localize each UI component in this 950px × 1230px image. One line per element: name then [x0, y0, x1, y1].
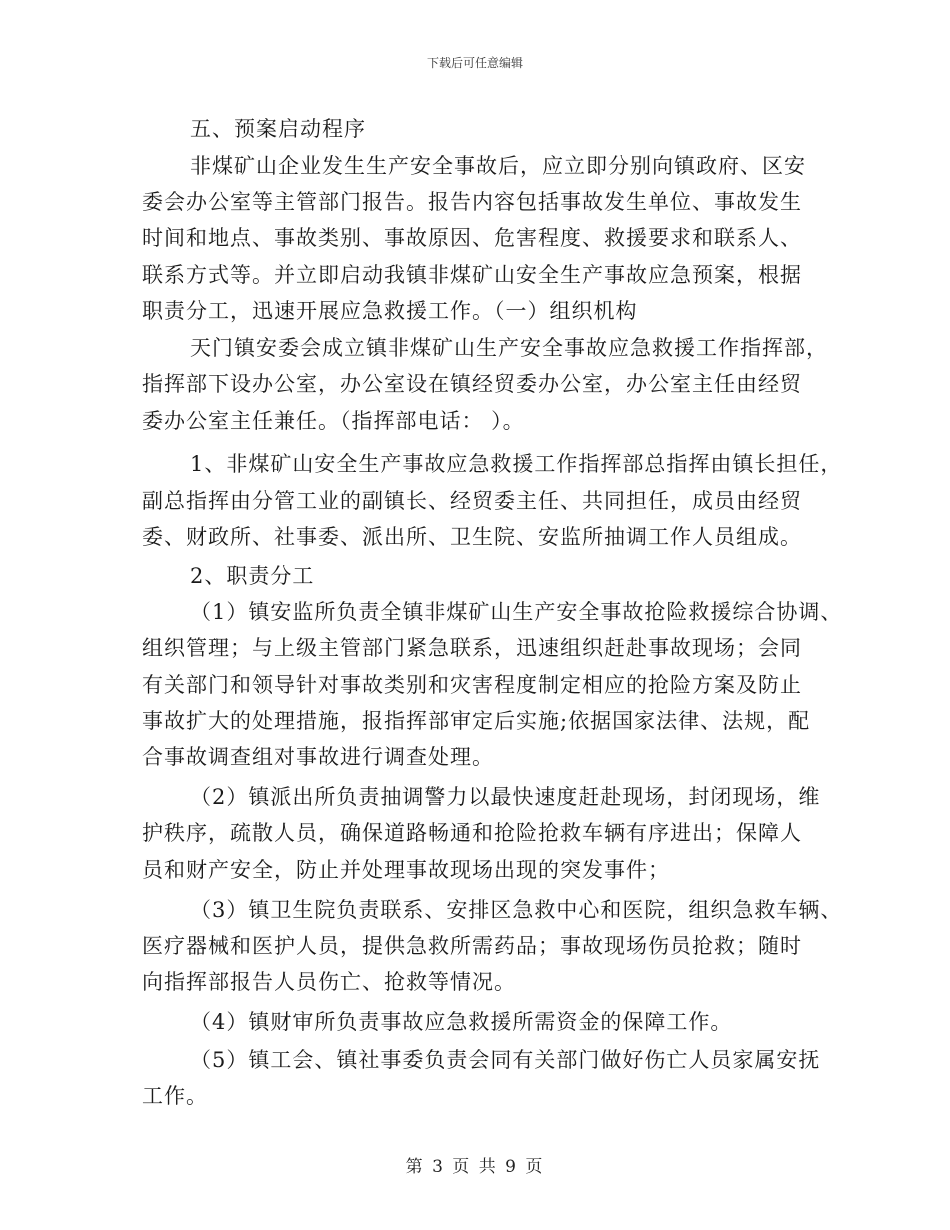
text-line: 委、财政所、社事委、派出所、卫生院、安监所抽调工作人员组成。: [142, 525, 802, 549]
text-line: 非煤矿山企业发生生产安全事故后，应立即分别向镇政府、区安: [190, 154, 806, 178]
text-line: （5）镇工会、镇社事委负责会同有关部门做好伤亡人员家属安抚: [190, 1048, 821, 1072]
page-footer: 第 3 页 共 9 页: [405, 1157, 545, 1177]
text-line: 向指挥部报告人员伤亡、抢救等情况。: [142, 970, 516, 994]
text-line: 组织管理；与上级主管部门紧急联系，迅速组织赶赴事故现场；会同: [142, 636, 802, 660]
text-line: （2）镇派出所负责抽调警力以最快速度赶赴现场，封闭现场，维: [190, 785, 821, 809]
text-line: 医疗器械和医护人员，提供急救所需药品；事故现场伤员抢救；随时: [142, 934, 802, 958]
text-line: 委会办公室等主管部门报告。报告内容包括事故发生单位、事故发生: [142, 190, 802, 214]
text-line: 事故扩大的处理措施，报指挥部审定后实施;依据国家法律、法规，配: [142, 709, 811, 733]
text-line: （3）镇卫生院负责联系、安排区急救中心和医院，组织急救车辆、: [190, 898, 843, 922]
text-line: 护秩序，疏散人员，确保道路畅通和抢险抢救车辆有序进出；保障人: [142, 821, 802, 845]
text-line: 天门镇安委会成立镇非煤矿山生产安全事故应急救援工作指挥部，: [190, 336, 828, 360]
text-line: 职责分工，迅速开展应急救援工作。（一）组织机构: [142, 299, 638, 323]
text-line: 1、非煤矿山安全生产事故应急救援工作指挥部总指挥由镇长担任，: [190, 452, 843, 476]
text-line: 五、预案启动程序: [190, 117, 366, 141]
text-line: 指挥部下设办公室，办公室设在镇经贸委办公室，办公室主任由经贸: [142, 372, 802, 396]
text-line: （4）镇财审所负责事故应急救援所需资金的保障工作。: [190, 1010, 733, 1034]
text-line: 委办公室主任兼任。（指挥部电话： ）。: [142, 409, 525, 433]
text-line: 副总指挥由分管工业的副镇长、经贸委主任、共同担任，成员由经贸: [142, 489, 802, 513]
text-line: 员和财产安全，防止并处理事故现场出现的突发事件；: [142, 858, 670, 882]
text-line: 时间和地点、事故类别、事故原因、危害程度、救援要求和联系人、: [142, 226, 802, 250]
text-line: 联系方式等。并立即启动我镇非煤矿山安全生产事故应急预案，根据: [142, 263, 802, 287]
text-line: 工作。: [142, 1084, 208, 1108]
text-line: 有关部门和领导针对事故类别和灾害程度制定相应的抢险方案及防止: [142, 673, 802, 697]
page-header: 下载后可任意编辑: [426, 56, 523, 70]
text-line: 2、职责分工: [190, 564, 315, 588]
text-line: 合事故调查组对事故进行调查处理。: [142, 745, 494, 769]
text-line: （1）镇安监所负责全镇非煤矿山生产安全事故抢险救援综合协调、: [190, 600, 843, 624]
